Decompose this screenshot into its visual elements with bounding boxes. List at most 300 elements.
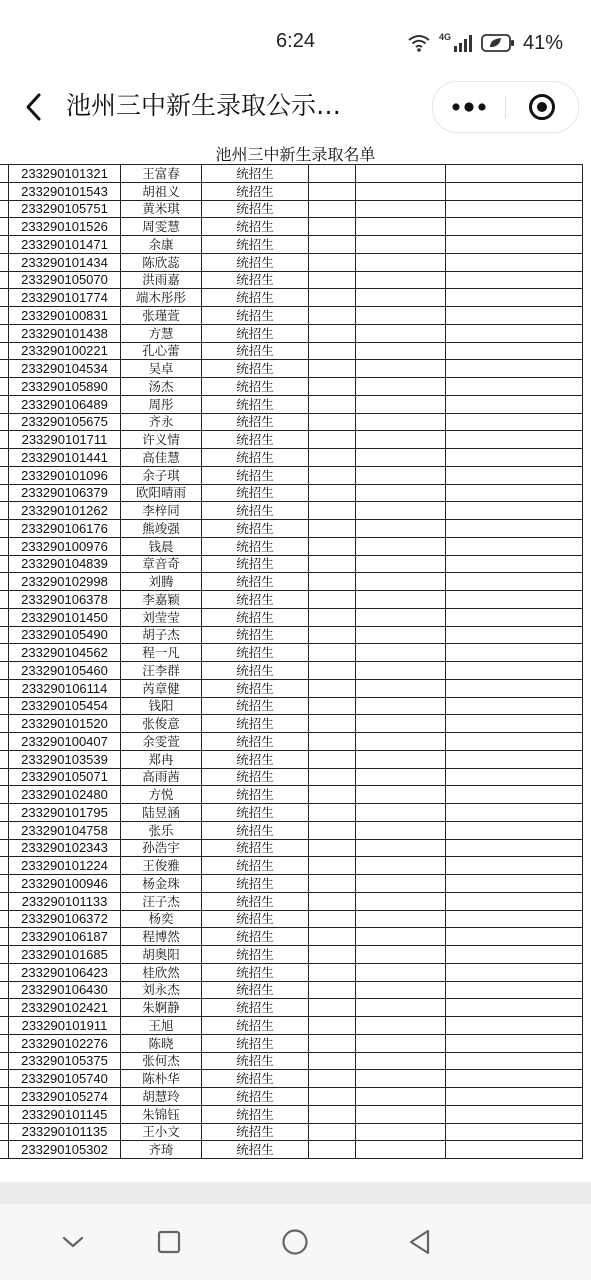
empty-cell [309, 963, 356, 981]
empty-cell [446, 999, 583, 1017]
empty-cell [309, 839, 356, 857]
student-name-cell: 章音奇 [121, 555, 202, 573]
admission-type-cell: 统招生 [202, 1052, 309, 1070]
empty-cell [309, 324, 356, 342]
table-row [0, 1034, 583, 1052]
admission-type-cell: 统招生 [202, 981, 309, 999]
empty-cell [356, 857, 446, 875]
table-row [0, 821, 583, 839]
student-name-cell: 杨金珠 [121, 875, 202, 893]
empty-cell [446, 236, 583, 254]
system-back-button[interactable] [398, 1222, 442, 1262]
empty-cell [446, 395, 583, 413]
exam-number-cell: 233290105675 [9, 413, 121, 431]
admission-type-cell: 统招生 [202, 999, 309, 1017]
student-name-cell: 孙浩宇 [121, 839, 202, 857]
empty-cell [446, 715, 583, 733]
exam-number-cell: 233290102998 [9, 573, 121, 591]
row-lead-cell [0, 573, 9, 591]
exam-number-cell: 233290101262 [9, 502, 121, 520]
empty-cell [309, 466, 356, 484]
empty-cell [356, 715, 446, 733]
system-nav-bar [0, 1204, 591, 1280]
exam-number-cell: 233290101321 [9, 165, 121, 183]
table-row [0, 608, 583, 626]
admission-type-cell: 统招生 [202, 413, 309, 431]
admission-type-cell: 统招生 [202, 910, 309, 928]
close-button[interactable] [506, 82, 578, 132]
table-row [0, 892, 583, 910]
empty-cell [309, 537, 356, 555]
status-bar [0, 0, 591, 80]
student-name-cell: 高雨茜 [121, 768, 202, 786]
empty-cell [446, 1070, 583, 1088]
exam-number-cell: 233290102276 [9, 1034, 121, 1052]
empty-cell [446, 839, 583, 857]
empty-cell [309, 289, 356, 307]
table-row [0, 804, 583, 822]
exam-number-cell: 233290101441 [9, 449, 121, 467]
status-icons [407, 30, 563, 56]
row-lead-cell [0, 839, 9, 857]
row-lead-cell [0, 342, 9, 360]
empty-cell [446, 608, 583, 626]
admission-type-cell: 统招生 [202, 253, 309, 271]
empty-cell [356, 218, 446, 236]
admission-type-cell: 统招生 [202, 644, 309, 662]
row-lead-cell [0, 502, 9, 520]
empty-cell [446, 449, 583, 467]
empty-cell [356, 733, 446, 751]
empty-cell [356, 1088, 446, 1106]
row-lead-cell [0, 413, 9, 431]
empty-cell [356, 963, 446, 981]
admission-type-cell: 统招生 [202, 218, 309, 236]
admission-type-cell: 统招生 [202, 289, 309, 307]
student-name-cell: 胡祖义 [121, 182, 202, 200]
row-lead-cell [0, 1123, 9, 1141]
empty-cell [356, 555, 446, 573]
student-name-cell: 洪雨嘉 [121, 271, 202, 289]
exam-number-cell: 233290106423 [9, 963, 121, 981]
student-name-cell: 周彤 [121, 395, 202, 413]
student-name-cell: 余雯萱 [121, 733, 202, 751]
page-bottom-divider [0, 1182, 591, 1204]
table-row [0, 786, 583, 804]
empty-cell [356, 307, 446, 325]
admission-type-cell: 统招生 [202, 1088, 309, 1106]
student-name-cell: 端木彤彤 [121, 289, 202, 307]
table-row [0, 555, 583, 573]
row-lead-cell [0, 307, 9, 325]
table-row [0, 360, 583, 378]
exam-number-cell: 233290101438 [9, 324, 121, 342]
empty-cell [309, 715, 356, 733]
empty-cell [446, 182, 583, 200]
recents-button[interactable] [147, 1222, 191, 1262]
admission-type-cell: 统招生 [202, 591, 309, 609]
empty-cell [446, 910, 583, 928]
admission-type-cell: 统招生 [202, 342, 309, 360]
empty-cell [309, 928, 356, 946]
empty-cell [446, 892, 583, 910]
table-row [0, 484, 583, 502]
empty-cell [356, 271, 446, 289]
home-button[interactable] [273, 1222, 317, 1262]
table-row [0, 502, 583, 520]
exam-number-cell: 233290101526 [9, 218, 121, 236]
empty-cell [356, 662, 446, 680]
admission-type-cell: 统招生 [202, 697, 309, 715]
table-row [0, 182, 583, 200]
student-name-cell: 刘莹莹 [121, 608, 202, 626]
empty-cell [446, 786, 583, 804]
student-name-cell: 杨奕 [121, 910, 202, 928]
empty-cell [356, 165, 446, 183]
row-lead-cell [0, 395, 9, 413]
exam-number-cell: 233290106114 [9, 679, 121, 697]
table-row [0, 963, 583, 981]
status-time: 6:24 [276, 30, 315, 52]
admission-type-cell: 统招生 [202, 484, 309, 502]
admission-type-cell: 统招生 [202, 431, 309, 449]
empty-cell [356, 768, 446, 786]
admission-table [0, 164, 583, 1159]
empty-cell [356, 253, 446, 271]
exam-number-cell: 233290105375 [9, 1052, 121, 1070]
empty-cell [309, 236, 356, 254]
empty-cell [309, 1017, 356, 1035]
back-button[interactable] [14, 84, 54, 130]
student-name-cell: 程博然 [121, 928, 202, 946]
exam-number-cell: 233290101434 [9, 253, 121, 271]
table-row [0, 644, 583, 662]
more-button[interactable] [433, 82, 505, 132]
empty-cell [446, 1123, 583, 1141]
student-name-cell: 许义情 [121, 431, 202, 449]
empty-cell [309, 821, 356, 839]
empty-cell [446, 1105, 583, 1123]
empty-cell [446, 733, 583, 751]
empty-cell [446, 484, 583, 502]
exam-number-cell: 233290104839 [9, 555, 121, 573]
exam-number-cell: 233290105890 [9, 378, 121, 396]
admission-type-cell: 统招生 [202, 1123, 309, 1141]
row-lead-cell [0, 253, 9, 271]
battery-icon [481, 34, 515, 52]
admission-type-cell: 统招生 [202, 466, 309, 484]
student-name-cell: 朱婀静 [121, 999, 202, 1017]
table-row [0, 449, 583, 467]
student-name-cell: 刘永杰 [121, 981, 202, 999]
row-lead-cell [0, 910, 9, 928]
student-name-cell: 陈晓 [121, 1034, 202, 1052]
empty-cell [356, 1123, 446, 1141]
admission-type-cell: 统招生 [202, 679, 309, 697]
empty-cell [446, 520, 583, 538]
exam-number-cell: 233290100831 [9, 307, 121, 325]
empty-cell [446, 378, 583, 396]
admission-type-cell: 统招生 [202, 750, 309, 768]
table-row [0, 253, 583, 271]
admission-type-cell: 统招生 [202, 608, 309, 626]
table-row [0, 165, 583, 183]
admission-type-cell: 统招生 [202, 182, 309, 200]
empty-cell [446, 1088, 583, 1106]
row-lead-cell [0, 218, 9, 236]
exam-number-cell: 233290101711 [9, 431, 121, 449]
student-name-cell: 桂欣然 [121, 963, 202, 981]
more-dots-icon [451, 101, 487, 113]
student-name-cell: 熊竣强 [121, 520, 202, 538]
row-lead-cell [0, 750, 9, 768]
empty-cell [356, 750, 446, 768]
empty-cell [356, 892, 446, 910]
admission-type-cell: 统招生 [202, 804, 309, 822]
student-name-cell: 孔心蕾 [121, 342, 202, 360]
exam-number-cell: 233290102480 [9, 786, 121, 804]
student-name-cell: 张何杰 [121, 1052, 202, 1070]
network-type: 4G [438, 32, 451, 42]
empty-cell [446, 928, 583, 946]
empty-cell [356, 1070, 446, 1088]
admission-type-cell: 统招生 [202, 768, 309, 786]
student-name-cell: 李梓同 [121, 502, 202, 520]
table-row [0, 324, 583, 342]
empty-cell [309, 218, 356, 236]
row-lead-cell [0, 715, 9, 733]
admission-type-cell: 统招生 [202, 928, 309, 946]
empty-cell [356, 821, 446, 839]
empty-cell [309, 413, 356, 431]
admission-type-cell: 统招生 [202, 963, 309, 981]
table-row [0, 981, 583, 999]
table-row [0, 946, 583, 964]
student-name-cell: 李嘉颖 [121, 591, 202, 609]
row-lead-cell [0, 200, 9, 218]
student-name-cell: 周雯慧 [121, 218, 202, 236]
admission-type-cell: 统招生 [202, 821, 309, 839]
admission-type-cell: 统招生 [202, 733, 309, 751]
exam-number-cell: 233290105460 [9, 662, 121, 680]
empty-cell [309, 591, 356, 609]
row-lead-cell [0, 1070, 9, 1088]
admission-type-cell: 统招生 [202, 662, 309, 680]
empty-cell [446, 342, 583, 360]
exam-number-cell: 233290106187 [9, 928, 121, 946]
row-lead-cell [0, 431, 9, 449]
admission-type-cell: 统招生 [202, 324, 309, 342]
admission-type-cell: 统招生 [202, 857, 309, 875]
empty-cell [356, 910, 446, 928]
exam-number-cell: 233290101543 [9, 182, 121, 200]
table-row [0, 662, 583, 680]
row-lead-cell [0, 1017, 9, 1035]
admission-type-cell: 统招生 [202, 502, 309, 520]
empty-cell [356, 431, 446, 449]
empty-cell [356, 679, 446, 697]
empty-cell [309, 449, 356, 467]
triangle-back-icon [407, 1228, 433, 1256]
empty-cell [356, 520, 446, 538]
table-row [0, 573, 583, 591]
empty-cell [446, 981, 583, 999]
row-lead-cell [0, 236, 9, 254]
empty-cell [309, 555, 356, 573]
hide-keyboard-button[interactable] [51, 1222, 95, 1262]
empty-cell [356, 946, 446, 964]
student-name-cell: 胡子杰 [121, 626, 202, 644]
row-lead-cell [0, 821, 9, 839]
empty-cell [309, 679, 356, 697]
empty-cell [309, 946, 356, 964]
table-row [0, 768, 583, 786]
student-name-cell: 郑冉 [121, 750, 202, 768]
empty-cell [309, 573, 356, 591]
row-lead-cell [0, 555, 9, 573]
empty-cell [446, 502, 583, 520]
exam-number-cell: 233290105454 [9, 697, 121, 715]
exam-number-cell: 233290100946 [9, 875, 121, 893]
empty-cell [446, 555, 583, 573]
empty-cell [446, 679, 583, 697]
empty-cell [446, 804, 583, 822]
student-name-cell: 程一凡 [121, 644, 202, 662]
empty-cell [446, 165, 583, 183]
admission-type-cell: 统招生 [202, 1141, 309, 1159]
empty-cell [446, 768, 583, 786]
table-row [0, 1070, 583, 1088]
student-name-cell: 胡奥阳 [121, 946, 202, 964]
admission-type-cell: 统招生 [202, 165, 309, 183]
row-lead-cell [0, 520, 9, 538]
empty-cell [309, 662, 356, 680]
empty-cell [356, 537, 446, 555]
student-name-cell: 王旭 [121, 1017, 202, 1035]
empty-cell [356, 1052, 446, 1070]
nav-bar [0, 80, 591, 135]
table-row [0, 431, 583, 449]
empty-cell [446, 662, 583, 680]
empty-cell [309, 857, 356, 875]
table-row [0, 1052, 583, 1070]
exam-number-cell: 233290105071 [9, 768, 121, 786]
empty-cell [446, 431, 583, 449]
student-name-cell: 余康 [121, 236, 202, 254]
exam-number-cell: 233290106489 [9, 395, 121, 413]
admission-type-cell: 统招生 [202, 360, 309, 378]
exam-number-cell: 233290105274 [9, 1088, 121, 1106]
empty-cell [309, 165, 356, 183]
student-name-cell: 吴卓 [121, 360, 202, 378]
empty-cell [356, 697, 446, 715]
student-name-cell: 汪子杰 [121, 892, 202, 910]
table-row [0, 289, 583, 307]
row-lead-cell [0, 1052, 9, 1070]
table-row [0, 342, 583, 360]
empty-cell [446, 821, 583, 839]
student-name-cell: 齐永 [121, 413, 202, 431]
row-lead-cell [0, 963, 9, 981]
admission-type-cell: 统招生 [202, 200, 309, 218]
row-lead-cell [0, 786, 9, 804]
empty-cell [309, 1052, 356, 1070]
student-name-cell: 刘腾 [121, 573, 202, 591]
exam-number-cell: 233290104534 [9, 360, 121, 378]
student-name-cell: 方慧 [121, 324, 202, 342]
empty-cell [446, 963, 583, 981]
empty-cell [446, 324, 583, 342]
empty-cell [309, 750, 356, 768]
student-name-cell: 张俊意 [121, 715, 202, 733]
admission-type-cell: 统招生 [202, 555, 309, 573]
exam-number-cell: 233290102343 [9, 839, 121, 857]
admission-type-cell: 统招生 [202, 892, 309, 910]
row-lead-cell [0, 928, 9, 946]
table-row [0, 236, 583, 254]
close-circle-icon [527, 92, 557, 122]
empty-cell [446, 413, 583, 431]
empty-cell [309, 910, 356, 928]
exam-number-cell: 233290101471 [9, 236, 121, 254]
exam-number-cell: 233290103539 [9, 750, 121, 768]
empty-cell [356, 466, 446, 484]
empty-cell [309, 697, 356, 715]
student-name-cell: 汤杰 [121, 378, 202, 396]
empty-cell [309, 644, 356, 662]
exam-number-cell: 233290106176 [9, 520, 121, 538]
empty-cell [356, 1105, 446, 1123]
empty-cell [356, 502, 446, 520]
signal-icon [453, 34, 473, 52]
student-name-cell: 王富春 [121, 165, 202, 183]
empty-cell [356, 200, 446, 218]
table-row [0, 626, 583, 644]
row-lead-cell [0, 804, 9, 822]
empty-cell [446, 626, 583, 644]
row-lead-cell [0, 892, 9, 910]
exam-number-cell: 233290106379 [9, 484, 121, 502]
student-name-cell: 胡慧玲 [121, 1088, 202, 1106]
admission-type-cell: 统招生 [202, 946, 309, 964]
admission-type-cell: 统招生 [202, 307, 309, 325]
row-lead-cell [0, 182, 9, 200]
row-lead-cell [0, 946, 9, 964]
chevron-down-icon [61, 1235, 85, 1249]
empty-cell [309, 999, 356, 1017]
student-name-cell: 张瑾萱 [121, 307, 202, 325]
table-row [0, 218, 583, 236]
empty-cell [309, 200, 356, 218]
table-row [0, 857, 583, 875]
table-row [0, 413, 583, 431]
exam-number-cell: 233290101133 [9, 892, 121, 910]
empty-cell [309, 608, 356, 626]
table-row [0, 910, 583, 928]
row-lead-cell [0, 875, 9, 893]
row-lead-cell [0, 999, 9, 1017]
admission-type-cell: 统招生 [202, 395, 309, 413]
table-row [0, 520, 583, 538]
student-name-cell: 黄米琪 [121, 200, 202, 218]
exam-number-cell: 233290100407 [9, 733, 121, 751]
empty-cell [356, 484, 446, 502]
table-row [0, 537, 583, 555]
empty-cell [309, 1034, 356, 1052]
exam-number-cell: 233290104758 [9, 821, 121, 839]
empty-cell [356, 360, 446, 378]
exam-number-cell: 233290101774 [9, 289, 121, 307]
